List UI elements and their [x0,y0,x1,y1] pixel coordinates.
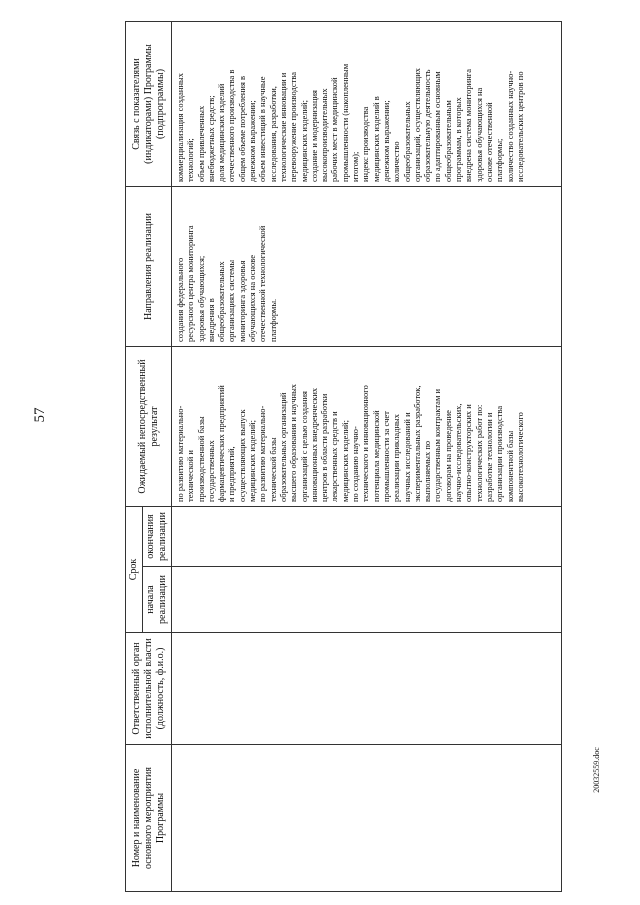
text-line: индекс производства [360,106,371,182]
cell-number-name [172,745,562,892]
text-line: коммерциализация созданных [175,73,185,182]
header-indicators: Связь с показателями (индикаторами) Программы (подпрограммы) [126,22,172,187]
text-line: внедрения в [205,298,216,342]
text-line: центров в области разработки [319,393,330,502]
header-expected-result: Ожидаемый непосредственный результат [126,347,172,507]
cell-term-end [172,507,562,567]
text-line: платформы. [267,298,278,342]
program-activities-table [125,21,562,892]
text-line: технической и [185,450,196,502]
text-line: по развитию материально- [175,405,185,502]
text-line: государственным контрактам и [432,389,443,502]
text-line: общеобразовательным [442,100,453,182]
text-line: высокопроизводительных [319,88,330,182]
text-line: общем объеме потребления в [236,75,247,182]
cell-responsible [172,633,562,745]
table-row [172,22,562,892]
text-line: лекарственных средств и [329,411,340,502]
text-line: и предприятий, [226,446,237,502]
text-line: потенциала медицинской [370,410,381,502]
text-line: промышленности (накопленным [339,63,350,182]
text-line: итогом); [350,151,361,182]
text-line: выполняемых по [422,440,433,502]
text-line: технического и инновационного [360,385,371,502]
text-line: организациях системы [226,259,237,342]
text-line: высшего образования и научных [288,383,299,502]
text-line: организации производства [494,405,505,502]
document-id: 20032559.doc [592,747,601,793]
text-line: договорам на проведение [442,410,453,502]
text-line: технологических работ по: [473,404,484,502]
text-line: внедрена система мониторинга [463,68,474,182]
text-line: компонентной базы [504,430,515,502]
text-line: производственной базы [195,416,206,502]
text-line: научных исследований и [401,412,412,502]
text-line: экспериментальных разработок, [411,385,422,502]
text-line: платформы; [494,138,505,182]
text-line: научно-исследовательских, [453,403,464,502]
text-line: по адаптированным основным [432,71,443,182]
text-line: по созданию научно- [350,426,361,502]
text-line: промышленности за счет [380,411,391,502]
header-term-end: окончания реализации [143,507,172,567]
cell-directions [172,187,562,347]
text-line: технологические инновации и [277,72,288,182]
header-responsible: Ответственный орган исполнительной власти (должность, ф.и.о.) [126,633,172,745]
text-line: объем привлеченных [195,105,206,182]
text-line: доля медицинских изделий [216,83,227,182]
text-line: медицинских изделий в [370,96,381,182]
text-line: отечественного производства в [226,69,237,182]
text-line: исследования, разработки, [267,86,278,182]
text-line: по развитию материально- [257,405,268,502]
header-number-name: Номер и наименование основного мероприятия Программы [126,745,172,892]
text-line: реализации прикладных [391,414,402,502]
text-line: разработке технологии и [483,412,494,502]
text-line: мониторинга здоровья [236,260,247,342]
text-line: организаций, осуществляющих [411,67,422,182]
text-line: количество [391,141,402,182]
text-line: фармацевтических предприятий [216,385,227,502]
text-line: создание и модернизация [308,90,319,182]
text-line: общеобразовательных [401,101,412,182]
cell-indicators [172,22,562,187]
text-line: количество созданных научно- [504,70,515,182]
text-line: денежном выражении; [380,100,391,182]
text-line: общеобразовательных [216,261,227,342]
header-term-start: начала реализации [143,567,172,633]
text-line: медицинских изделий; [247,420,258,502]
text-line: объем инвестиций в научные [257,76,268,182]
text-line: образовательных организаций [277,392,288,502]
text-line: здоровья обучающихся на [473,87,484,182]
text-line: создания федерального [175,257,185,342]
text-line: отечественной технологической [257,225,268,342]
text-line: медицинских изделий; [339,420,350,502]
text-line: перевооружение производства [288,71,299,182]
text-line: организаций с целью создания [298,391,309,502]
text-line: денежном выражении; [247,100,258,182]
text-line: исследовательских центров по [514,71,525,182]
text-line: основе отечественной [483,102,494,182]
text-line: опытно-конструкторских и [463,404,474,502]
text-line: рабочих мест в медицинской [329,77,340,182]
cell-term-start [172,567,562,633]
text-line: медицинских изделий; [298,100,309,182]
text-line: ресурсного центра мониторинга [185,225,196,342]
text-line: внебюджетных средств; [205,95,216,182]
text-line: здоровья обучающихся; [195,255,206,342]
text-line: инновационных внедренческих [308,387,319,502]
text-line: высокотехнологического [514,412,525,502]
header-directions: Направления реализации [126,187,172,347]
text-line: технической базы [267,437,278,502]
text-line: технологий; [185,138,196,182]
cell-expected-result [172,347,562,507]
program-table-container [125,22,600,892]
header-term: Срок [126,507,143,633]
text-line: обучающихся на основе [247,254,258,342]
text-line: государственных [205,440,216,502]
text-line: программам, в которых [453,97,464,182]
text-line: осуществляющих выпуск [236,409,247,502]
text-line: образовательную деятельность [422,69,433,182]
page-number: 57 [32,407,48,423]
